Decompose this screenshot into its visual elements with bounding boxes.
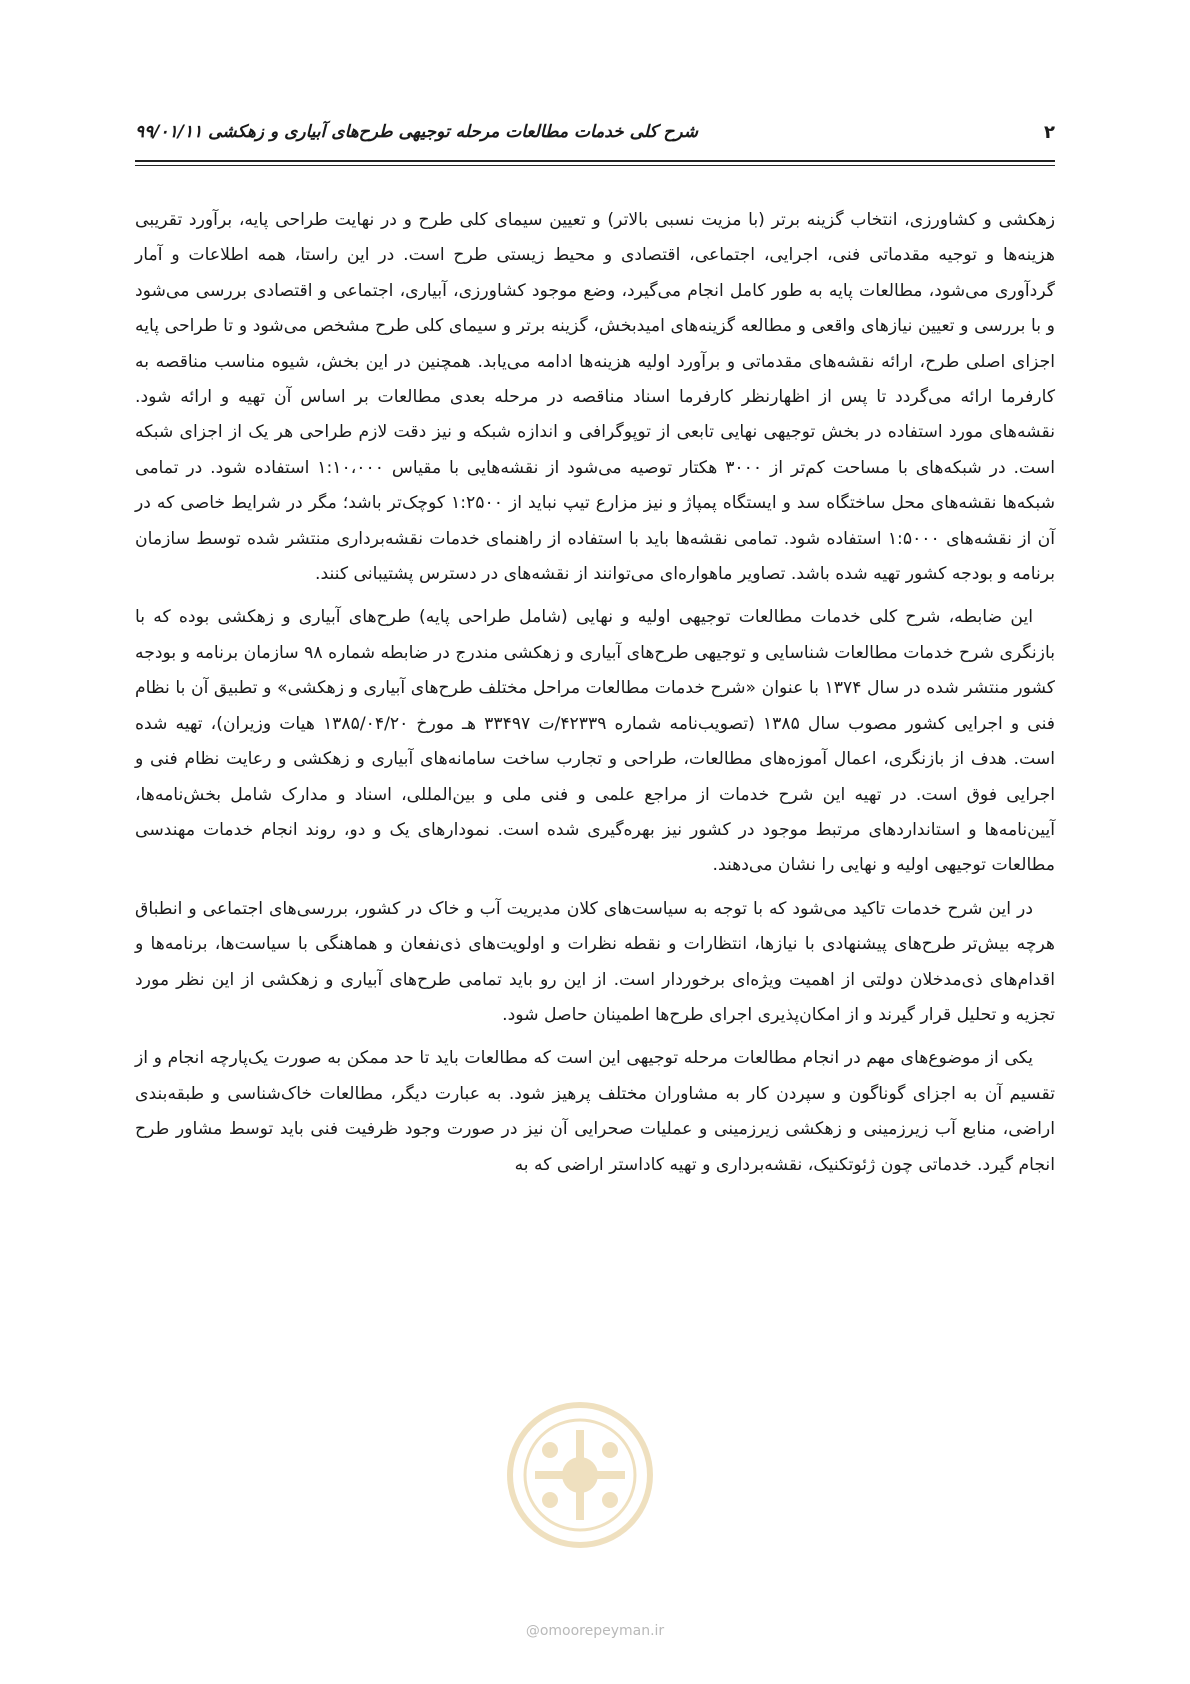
page-number: ۲ [1044,122,1055,143]
paragraph: در این شرح خدمات تاکید می‌شود که با توجه به سیاست‌های کلان مدیریت آب و خاک در کشور، بررسی‌های اجتماعی و انطباق هرچه بیش‌تر طرح‌های پیشنهادی با نیازها، انتظارات و نقطه نظرات و اولویت‌های ذی‌نفعان و هماهنگی با سیاست‌ها، برنامه‌ها و اقدام‌های ذی‌مدخلان دولتی از اهمیت ویژه‌ای برخوردار است. از این رو باید تمامی طرح‌های آبیاری و زهکشی از این نظر مورد تجزیه و تحلیل قرار گیرند و از امکان‌پذیری اجرای طرح‌ها اطمینان حاصل شود. [135,898,1055,1025]
header-title: شرح کلی خدمات مطالعات مرحله توجیهی طرح‌های آبیاری و زهکشی ۹۹/۰۱/۱۱ [135,122,699,142]
footer-url: @omoorepeyman.ir [525,1623,665,1639]
header-rule-thin [135,165,1055,166]
paragraph: زهکشی و کشاورزی، انتخاب گزینه برتر (با مزیت نسبی بالاتر) و تعیین سیمای کلی طرح و در نهایت طراحی پایه، برآورد تقریبی هزینه‌ها و توجیه مقدماتی فنی، اجرایی، اجتماعی، اقتصادی و محیط زیستی طرح است. در این راستا، همه اطلاعات و آمار گردآوری می‌شود، مطالعات پایه به طور کامل انجام می‌گیرد، وضع موجود کشاورزی، آبیاری، اجتماعی و اقتصادی بررسی می‌شود و با بررسی و تعیین نیازهای واقعی و مطالعه گزینه‌های امیدبخش، گزینه برتر و سیمای کلی طرح مشخص می‌شود و تا طراحی پایه اجزای اصلی طرح، ارائه نقشه‌های مقدماتی و برآورد اولیه هزینه‌ها ادامه می‌یابد. همچنین در این بخش، شیوه مناسب مناقصه به کارفرما ارائه می‌گردد تا پس از اظهارنظر کارفرما اسناد مناقصه در مرحله بعدی مطالعات بر اساس آن تهیه و ارائه شود. نقشه‌های مورد استفاده در بخش توجیهی نهایی تابعی از توپوگرافی و اندازه شبکه و نیز دقت لازم طراحی هر یک از اجزای شبکه است. در شبکه‌های با مساحت کم‌تر از ۳۰۰۰ هکتار توصیه می‌شود از نقشه‌هایی با مقیاس ۱:۱۰،۰۰۰ استفاده شود. در تمامی شبکه‌ها نقشه‌های محل ساختگاه سد و ایستگاه پمپاژ و نیز مزارع تیپ نباید از ۱:۲۵۰۰ کوچک‌تر باشد؛ مگر در شرایط خاصی که در آن از نقشه‌های ۱:۵۰۰۰ استفاده شود. تمامی نقشه‌ها باید با استفاده از راهنمای خدمات نقشه‌برداری منتشر شده توسط سازمان برنامه و بودجه کشور تهیه شده باشد. تصاویر ماهواره‌ای می‌توانند از نقشه‌های در دسترس پشتیبانی کنند. [135,210,1055,585]
header-rule [135,160,1055,162]
paragraph: این ضابطه، شرح کلی خدمات مطالعات توجیهی اولیه و نهایی (شامل طراحی پایه) طرح‌های آبیاری و زهکشی بوده که با بازنگری شرح خدمات مطالعات شناسایی و توجیهی طرح‌های آبیاری و زهکشی مندرج در ضابطه شماره ۹۸ سازمان برنامه و بودجه کشور منتشر شده در سال ۱۳۷۴ با عنوان «شرح خدمات مطالعات مراحل مختلف طرح‌های آبیاری و زهکشی» و تطبیق آن با نظام فنی و اجرایی کشور مصوب سال ۱۳۸۵ (تصویب‌نامه شماره ۴۲۳۳۹/ت ۳۳۴۹۷ هـ مورخ ۱۳۸۵/۰۴/۲۰ هیات وزیران)، تهیه شده است. هدف از بازنگری، اعمال آموزه‌های مطالعات، طراحی و تجارب ساخت سامانه‌های آبیاری و زهکشی و رعایت نظام فنی و اجرایی فوق است. در تهیه این شرح خدمات از مراجع علمی و فنی ملی و بین‌المللی، اسناد و مدارک شامل بخش‌نامه‌ها، آیین‌نامه‌ها و استانداردهای مرتبط موجود در کشور نیز بهره‌گیری شده است. نمودارهای یک و دو، روند انجام خدمات مهندسی مطالعات توجیهی اولیه و نهایی را نشان می‌دهند. [135,607,1055,876]
seal-watermark-icon [505,1400,655,1550]
document-body [135,203,1055,1191]
page-header [135,122,1055,160]
paragraph: یکی از موضوع‌های مهم در انجام مطالعات مرحله توجیهی این است که مطالعات باید تا حد ممکن به صورت یک‌پارچه انجام و از تقسیم آن به اجزای گوناگون و سپردن کار به مشاوران مختلف پرهیز شود. به عبارت دیگر، مطالعات خاک‌شناسی و طبقه‌بندی اراضی، منابع آب زیرزمینی و زهکشی زیرزمینی و عملیات صحرایی آن نیز در صورت وجود ظرفیت فنی باید توسط مشاور طرح انجام گیرد. خدماتی چون ژئوتکنیک، نقشه‌برداری و تهیه کاداستر اراضی که به [135,1048,1055,1175]
